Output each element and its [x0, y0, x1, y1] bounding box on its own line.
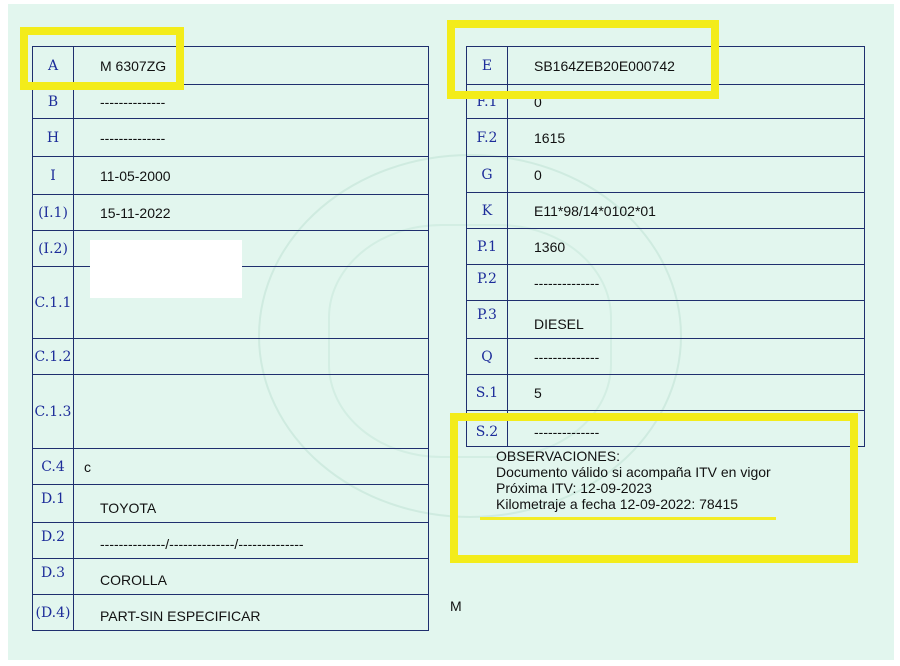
field-code: C.4 [33, 449, 74, 485]
holder-address [74, 375, 429, 449]
max-mass: 1615 [508, 119, 865, 157]
field-row-d1 [33, 485, 429, 523]
field-code: D.3 [33, 559, 74, 595]
left-fields-table [32, 46, 429, 631]
field-row-p3 [467, 301, 865, 339]
field-row-q [467, 339, 865, 375]
field-row-d2 [33, 523, 429, 559]
field-row-c13 [33, 375, 429, 449]
field-code: I [33, 157, 74, 195]
field-code: P.3 [467, 301, 508, 339]
registration-date: 15-11-2022 [74, 195, 429, 231]
field-row-d4 [33, 595, 429, 631]
field-row-p2 [467, 265, 865, 301]
field-value: -------------- [508, 339, 865, 375]
field-row-k [467, 193, 865, 229]
vehicle-make: TOYOTA [74, 485, 429, 523]
vehicle-variant: PART-SIN ESPECIFICAR [74, 595, 429, 631]
field-row-h [33, 119, 429, 157]
field-code: S.1 [467, 375, 508, 411]
field-row-d3 [33, 559, 429, 595]
vehicle-type: --------------/--------------/-------------- [74, 523, 429, 559]
field-code: C.1.1 [33, 267, 74, 339]
observations-line: Próxima ITV: 12-09-2023 [496, 480, 652, 496]
field-value: -------------- [74, 85, 429, 119]
field-value [74, 339, 429, 375]
field-code: P.2 [467, 265, 508, 301]
field-code: E [467, 47, 508, 85]
type-approval-number: E11*98/14*0102*01 [508, 193, 865, 229]
field-code: F.2 [467, 119, 508, 157]
field-row-p1 [467, 229, 865, 265]
field-row-c12 [33, 339, 429, 375]
field-code: C.1.2 [33, 339, 74, 375]
field-code: D.1 [33, 485, 74, 523]
field-code: (I.1) [33, 195, 74, 231]
field-code: H [33, 119, 74, 157]
field-value: c [74, 449, 429, 485]
footer-mark: M [450, 598, 462, 614]
field-code: Q [467, 339, 508, 375]
field-row-c4 [33, 449, 429, 485]
field-row-g [467, 157, 865, 193]
field-value: -------------- [508, 265, 865, 301]
vehicle-model: COROLLA [74, 559, 429, 595]
field-value: -------------- [508, 411, 865, 447]
highlight-box-plate [20, 27, 184, 90]
field-code: (D.4) [33, 595, 74, 631]
field-code: S.2 [467, 411, 508, 447]
field-code: C.1.3 [33, 375, 74, 449]
observations-title: OBSERVACIONES: [496, 448, 620, 464]
right-fields-table [466, 46, 865, 447]
field-code: D.2 [33, 523, 74, 559]
field-code: G [467, 157, 508, 193]
observations-line: Documento válido si acompaña ITV en vigor [496, 464, 771, 480]
fuel-type: DIESEL [508, 301, 865, 339]
vin-number: SB164ZEB20E000742 [508, 47, 865, 85]
field-value: -------------- [74, 119, 429, 157]
redacted-area [90, 240, 242, 298]
field-value: 0 [508, 157, 865, 193]
field-code: P.1 [467, 229, 508, 265]
field-value: 0 [508, 85, 865, 119]
seat-count: 5 [508, 375, 865, 411]
field-code: K [467, 193, 508, 229]
field-code: (I.2) [33, 231, 74, 267]
field-row-s1 [467, 375, 865, 411]
observations-line: Kilometraje a fecha 12-09-2022: 78415 [496, 496, 739, 512]
plate-number: M 6307ZG [74, 47, 429, 85]
highlight-box-observations [450, 413, 858, 563]
engine-capacity: 1360 [508, 229, 865, 265]
field-code: F.1 [467, 85, 508, 119]
field-code: B [33, 85, 74, 119]
first-registration-date: 11-05-2000 [74, 157, 429, 195]
field-row-i [33, 157, 429, 195]
field-row-i1 [33, 195, 429, 231]
field-row-f2 [467, 119, 865, 157]
highlight-box-vin [447, 20, 719, 99]
field-code: A [33, 47, 74, 85]
